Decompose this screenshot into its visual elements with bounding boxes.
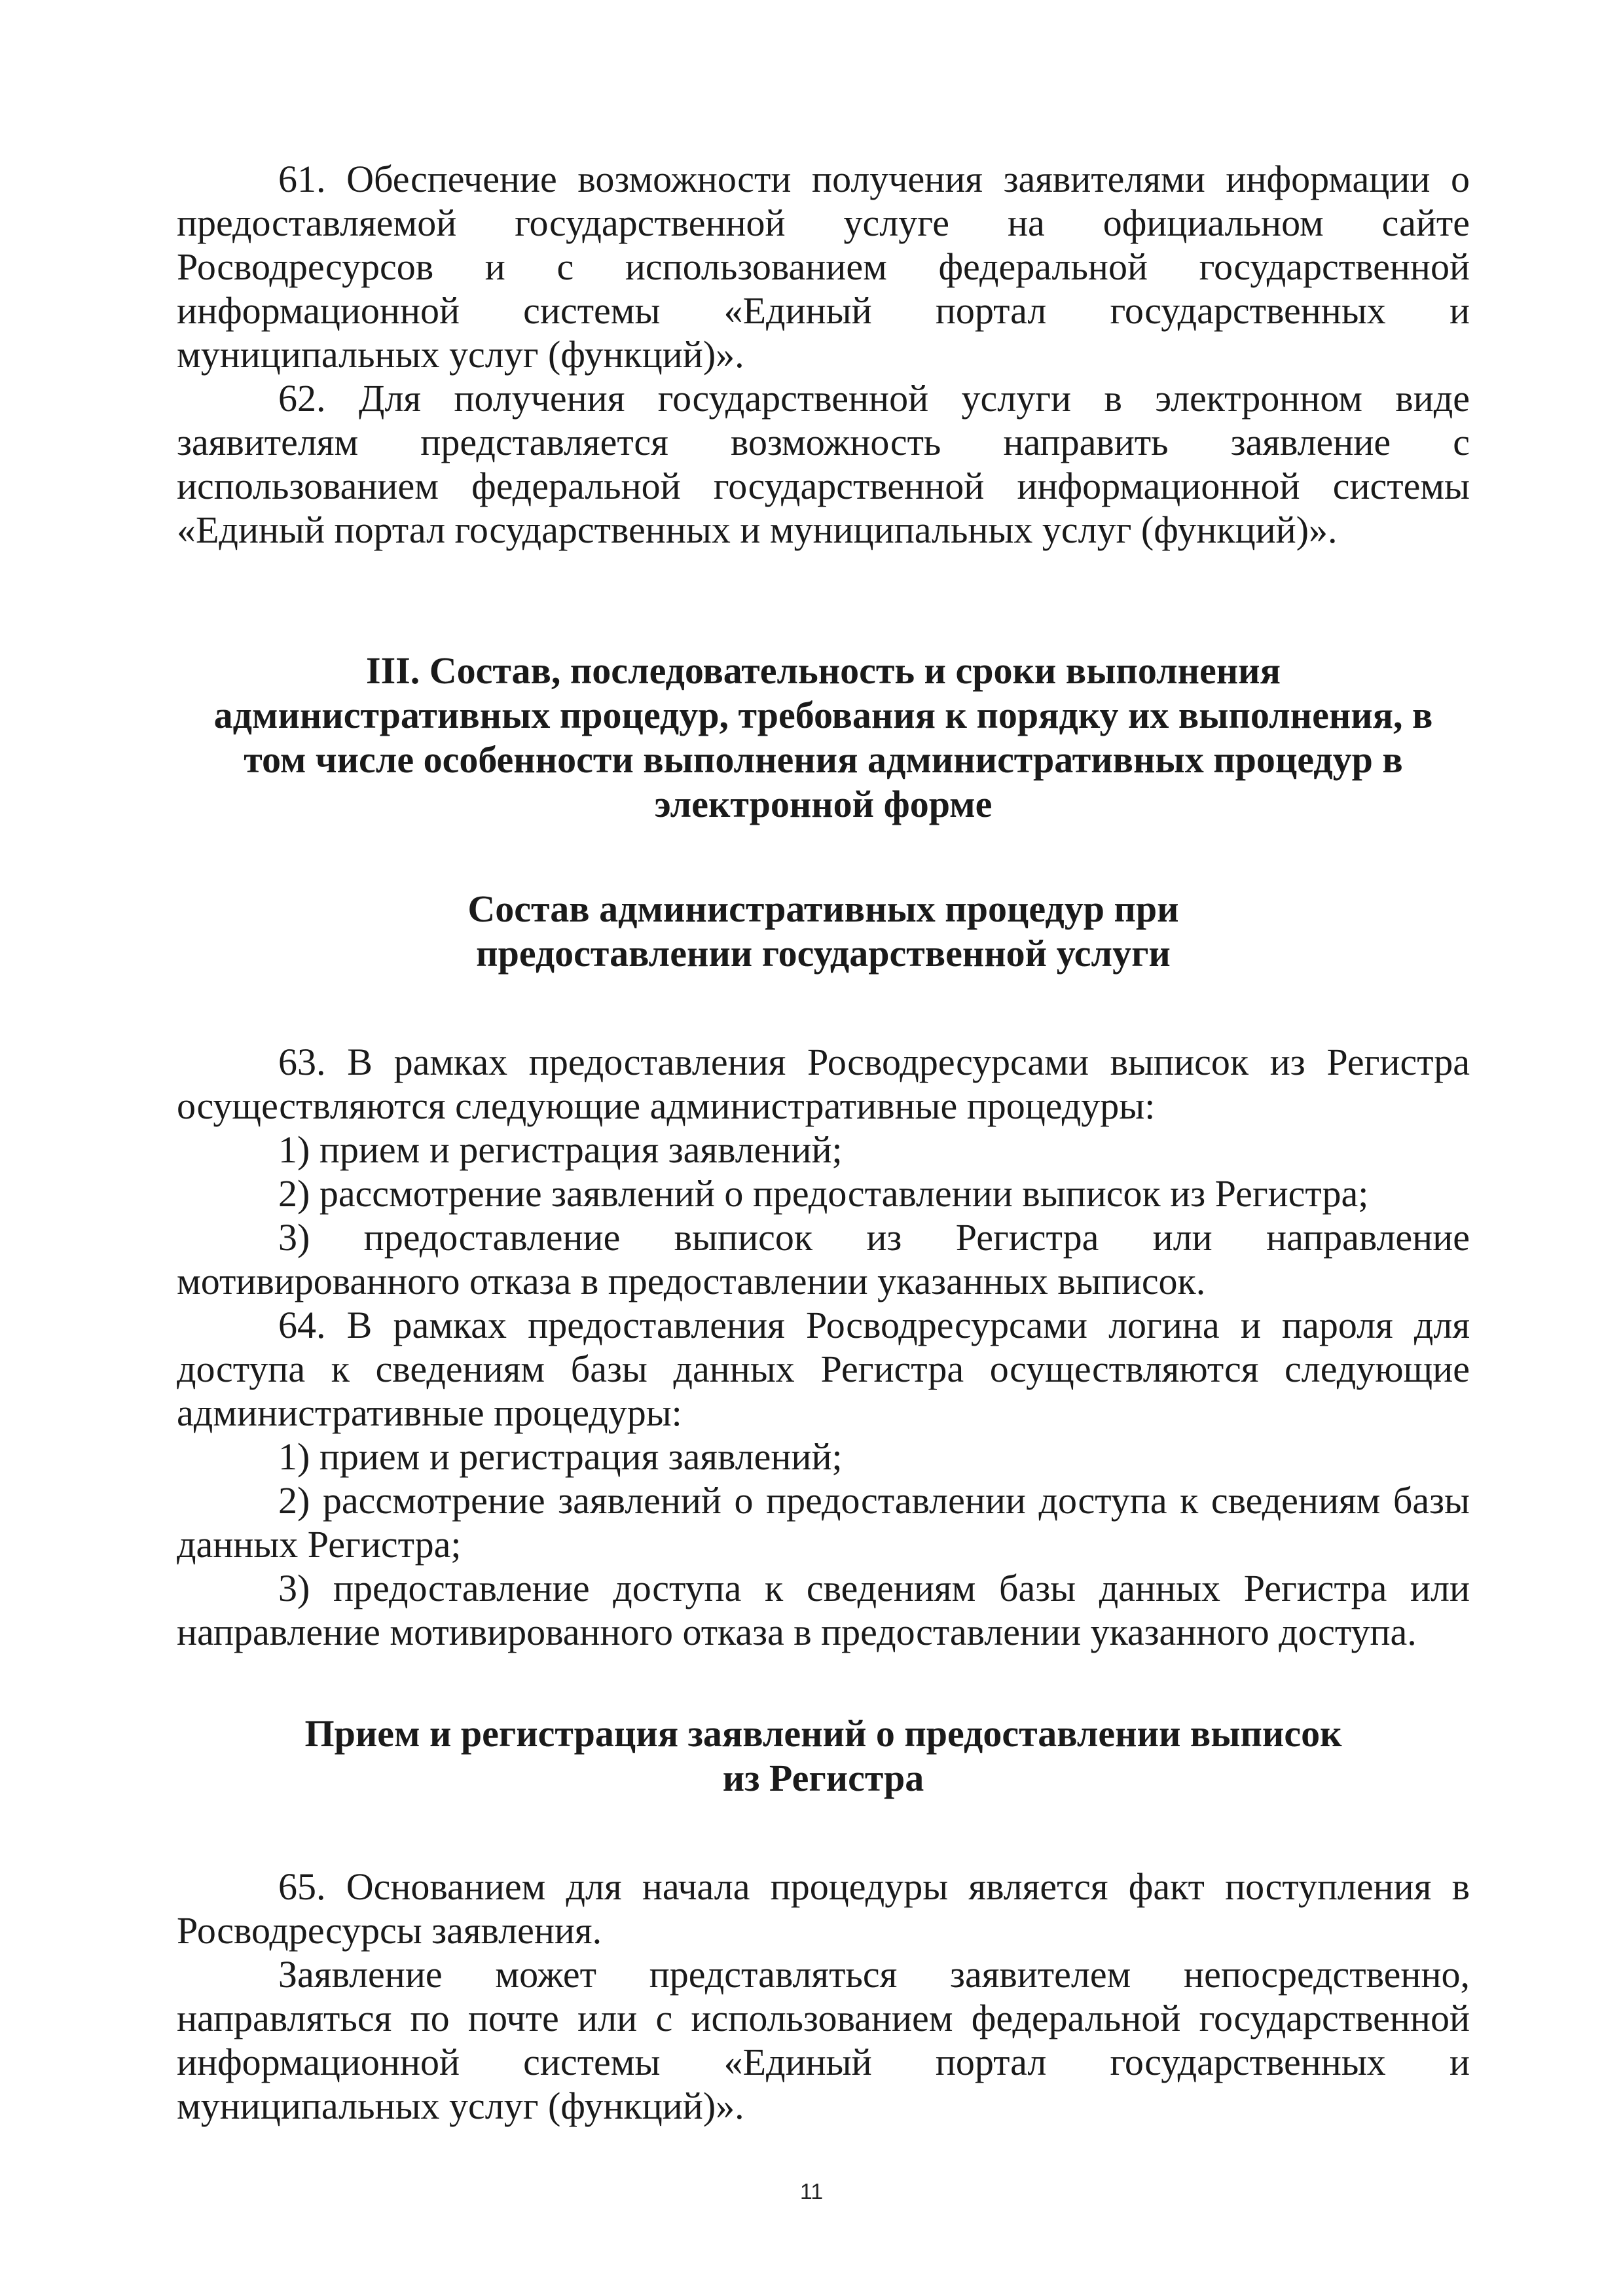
document-page <box>177 157 1470 2128</box>
paragraph-63-item-3: 3) предоставление выписок из Регистра или направление мотивированного отказа в предоставлении указанных выписок. <box>177 1216 1470 1302</box>
page-number: 11 <box>799 2179 824 2204</box>
paragraph-64-item-1: 1) прием и регистрация заявлений; <box>278 1435 843 1478</box>
paragraph-62: 62. Для получения государственной услуги в электронном виде заявителям представляется возможность направить заявление с использованием федеральной государственной информационной системы «Единый портал государственных и муниципальных услуг (функций)». <box>177 377 1470 551</box>
section-iii-heading: III. Состав, последовательность и сроки выполнения административных процедур, требования к порядку их выполнения, в том числе особенности выполнения административных процедур в электронной форме <box>213 649 1433 825</box>
composition-heading: Состав административных процедур при предоставлении государственной услуги <box>467 888 1179 975</box>
paragraph-65-continuation: Заявление может представляться заявителем непосредственно, направляться по почте или с использованием федеральной государственной информационной системы «Единый портал государственных и муниципальных услуг (функций)». <box>177 1953 1470 2127</box>
reception-heading: Прием и регистрация заявлений о предоставлении выписок из Регистра <box>304 1712 1342 1799</box>
paragraph-64-item-3: 3) предоставление доступа к сведениям базы данных Регистра или направление мотивированного отказа в предоставлении указанного доступа. <box>177 1567 1470 1653</box>
paragraph-61: 61. Обеспечение возможности получения заявителями информации о предоставляемой государственной услуге на официальном сайте Росводресурсов и с использованием федеральной государственной информационной системы «Единый портал государственных и муниципальных услуг (функций)». <box>177 158 1470 376</box>
paragraph-63: 63. В рамках предоставления Росводресурсами выписок из Регистра осуществляются следующие административные процедуры: <box>177 1041 1470 1127</box>
paragraph-64-item-2: 2) рассмотрение заявлений о предоставлении доступа к сведениям базы данных Регистра; <box>177 1479 1470 1566</box>
paragraph-63-item-2: 2) рассмотрение заявлений о предоставлении выписок из Регистра; <box>278 1172 1369 1215</box>
paragraph-64: 64. В рамках предоставления Росводресурсами логина и пароля для доступа к сведениям базы данных Регистра осуществляются следующие административные процедуры: <box>177 1304 1470 1434</box>
paragraph-65: 65. Основанием для начала процедуры является факт поступления в Росводресурсы заявления. <box>177 1865 1470 1952</box>
paragraph-63-item-1: 1) прием и регистрация заявлений; <box>278 1128 843 1171</box>
